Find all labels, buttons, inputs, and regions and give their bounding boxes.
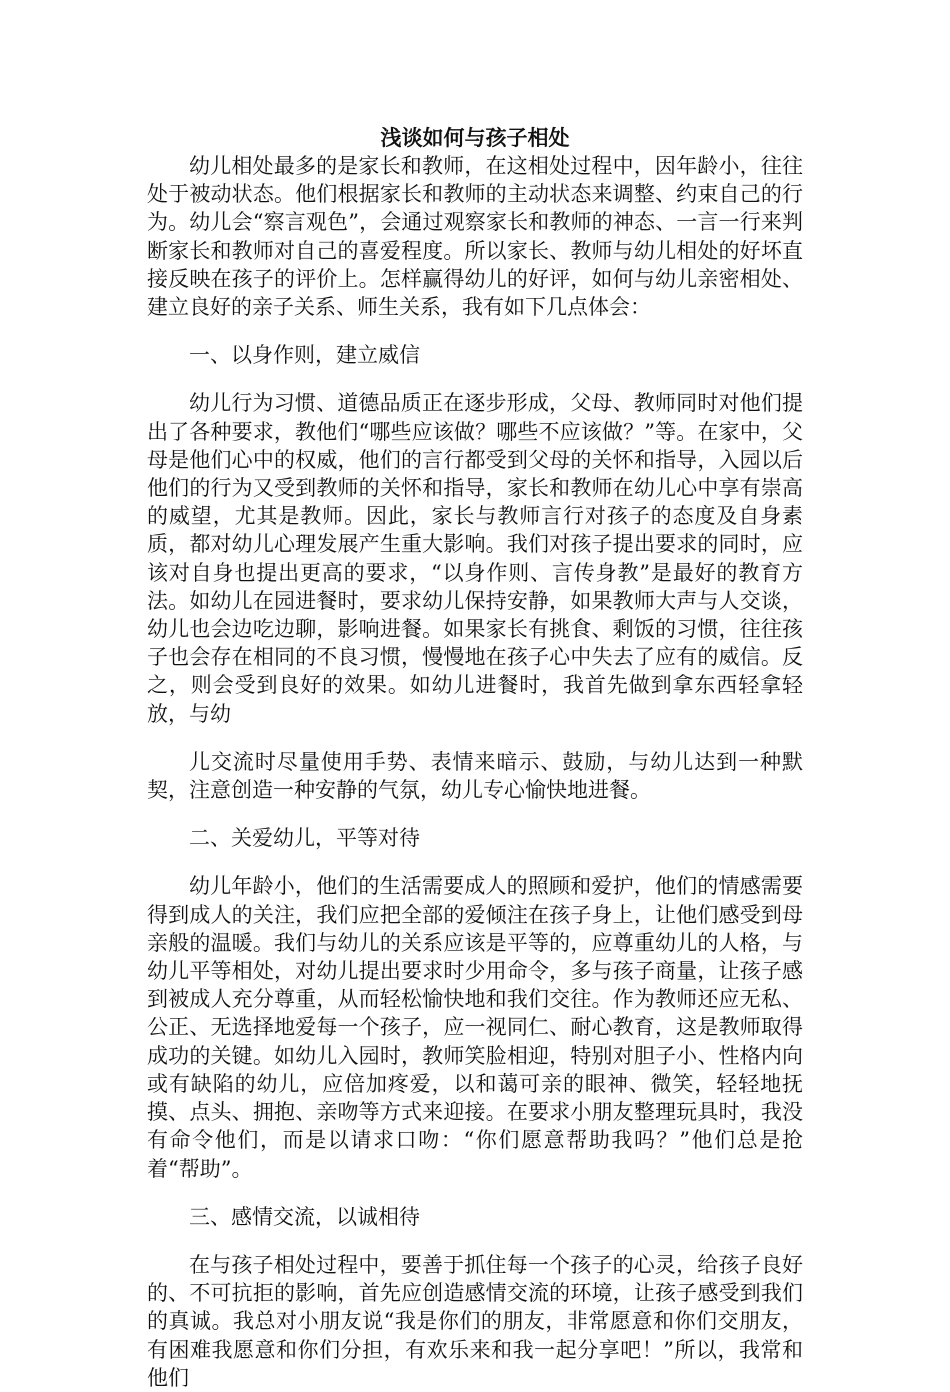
document-title: 浅谈如何与孩子相处 [380, 125, 570, 150]
section-1-paragraph-continued: 儿交流时尽量使用手势、表情来暗示、鼓励，与幼儿达到一种默契，注意创造一种安静的气氛，幼儿专心愉快地进餐。 [147, 749, 803, 803]
section-2-paragraph: 幼儿年龄小，他们的生活需要成人的照顾和爱护，他们的情感需要得到成人的关注，我们应把全部的爱倾注在孩子身上，让他们感受到母亲般的温暖。我们与幼儿的关系应该是平等的，应尊重幼儿的人格，与幼儿平等相处，对幼儿提出要求时少用命令，多与孩子商量，让孩子感到被成人充分尊重，从而轻松愉快地和我们交往。作为教师还应无私、公正、无选择地爱每一个孩子，应一视同仁、耐心教育，这是教师取得成功的关键。如幼儿入园时，教师笑脸相迎，特别对胆子小、性格内向或有缺陷的幼儿，应倍加疼爱，以和蔼可亲的眼神、微笑，轻轻地抚摸、点头、拥抱、亲吻等方式来迎接。在要求小朋友整理玩具时，我没有命令他们，而是以请求口吻：“你们愿意帮助我吗？”他们总是抢着“帮助”。 [147, 874, 803, 1181]
section-heading-1: 一、以身作则，建立威信 [189, 343, 420, 368]
section-3-paragraph: 在与孩子相处过程中，要善于抓住每一个孩子的心灵，给孩子良好的、不可抗拒的影响，首先应创造感情交流的环境，让孩子感受到我们的真诚。我总对小朋友说“我是你们的朋友，非常愿意和你们交朋友，有困难我愿意和你们分担，有欢乐来和我一起分享吧！”所以，我常和他们 [147, 1252, 803, 1390]
intro-paragraph: 幼儿相处最多的是家长和教师，在这相处过程中，因年龄小，往往处于被动状态。他们根据家长和教师的主动状态来调整、约束自己的行为。幼儿会“察言观色”，会通过观察家长和教师的神态、一言一行来判断家长和教师对自己的喜爱程度。所以家长、教师与幼儿相处的好坏直接反映在孩子的评价上。怎样赢得幼儿的好评，如何与幼儿亲密相处、建立良好的亲子关系、师生关系，我有如下几点体会： [147, 154, 803, 320]
document-body [147, 124, 803, 1392]
section-1-paragraph: 幼儿行为习惯、道德品质正在逐步形成，父母、教师同时对他们提出了各种要求，教他们“哪些应该做？哪些不应该做？”等。在家中，父母是他们心中的权威，他们的言行都受到父母的关怀和指导，入园以后他们的行为又受到教师的关怀和指导，家长和教师在幼儿心中享有崇高的威望，尤其是教师。因此，家长与教师言行对孩子的态度及自身素质，都对幼儿心理发展产生重大影响。我们对孩子提出要求的同时，应该对自身也提出更高的要求，“以身作则、言传身教”是最好的教育方法。如幼儿在园进餐时，要求幼儿保持安静，如果教师大声与人交谈，幼儿也会边吃边聊，影响进餐。如果家长有挑食、剩饭的习惯，往往孩子也会存在相同的不良习惯，慢慢地在孩子心中失去了应有的威信。反之，则会受到良好的效果。如幼儿进餐时，我首先做到拿东西轻拿轻放，与幼 [147, 391, 803, 726]
section-heading-2: 二、关爱幼儿，平等对待 [189, 826, 420, 851]
section-heading-3: 三、感情交流，以诚相待 [189, 1204, 420, 1229]
